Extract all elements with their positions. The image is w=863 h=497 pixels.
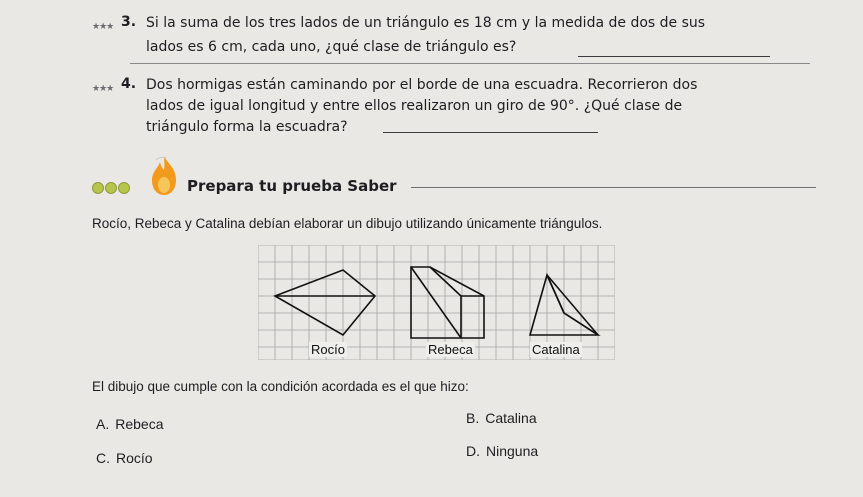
option-d[interactable] <box>466 443 538 459</box>
option-a[interactable] <box>96 416 164 432</box>
difficulty-stars-q4: ★★★ <box>92 84 114 94</box>
difficulty-stars-q3: ★★★ <box>92 22 114 32</box>
flame-icon <box>146 152 182 198</box>
answer-line-q4[interactable] <box>383 132 598 133</box>
answer-line-q3[interactable] <box>578 56 770 57</box>
separator-line <box>130 63 810 64</box>
option-d-letter: D. <box>466 443 480 459</box>
option-a-text: Rebeca <box>115 416 164 432</box>
section-title: Prepara tu prueba Saber <box>187 177 397 195</box>
option-a-letter: A. <box>96 416 110 432</box>
label-rebeca: Rebeca <box>428 342 473 357</box>
problem-statement: Rocío, Rebeca y Catalina debían elaborar un dibujo utilizando únicamente triángulos. <box>92 216 603 231</box>
rebeca-drawing <box>411 267 484 338</box>
section-title-rule <box>411 187 816 188</box>
option-b-letter: B. <box>466 410 480 426</box>
question-3-line-2: lados es 6 cm, cada uno, ¿qué clase de triángulo es? <box>146 39 517 55</box>
question-4-line-3: triángulo forma la escuadra? <box>146 119 348 135</box>
option-b-text: Catalina <box>485 410 537 426</box>
label-catalina: Catalina <box>532 342 580 357</box>
question-3-line-1: Si la suma de los tres lados de un triángulo es 18 cm y la medida de dos de sus <box>146 15 706 31</box>
option-d-text: Ninguna <box>486 443 539 459</box>
question-4-line-2: lados de igual longitud y entre ellos realizaron un giro de 90°. ¿Qué clase de <box>146 98 683 114</box>
option-b[interactable] <box>466 410 537 426</box>
question-stem: El dibujo que cumple con la condición acordada es el que hizo: <box>92 379 469 394</box>
difficulty-dots <box>92 180 132 194</box>
question-4-line-1: Dos hormigas están caminando por el borde de una escuadra. Recorrieron dos <box>146 77 698 93</box>
option-c-text: Rocío <box>116 450 153 466</box>
triangle-drawings-figure <box>258 245 615 360</box>
option-c[interactable] <box>96 450 153 466</box>
option-c-letter: C. <box>96 450 110 466</box>
label-rocio: Rocío <box>311 342 345 357</box>
question-3-number: 3. <box>121 14 137 30</box>
question-4-number: 4. <box>121 76 137 92</box>
difficulty-dots-icon <box>92 181 132 195</box>
